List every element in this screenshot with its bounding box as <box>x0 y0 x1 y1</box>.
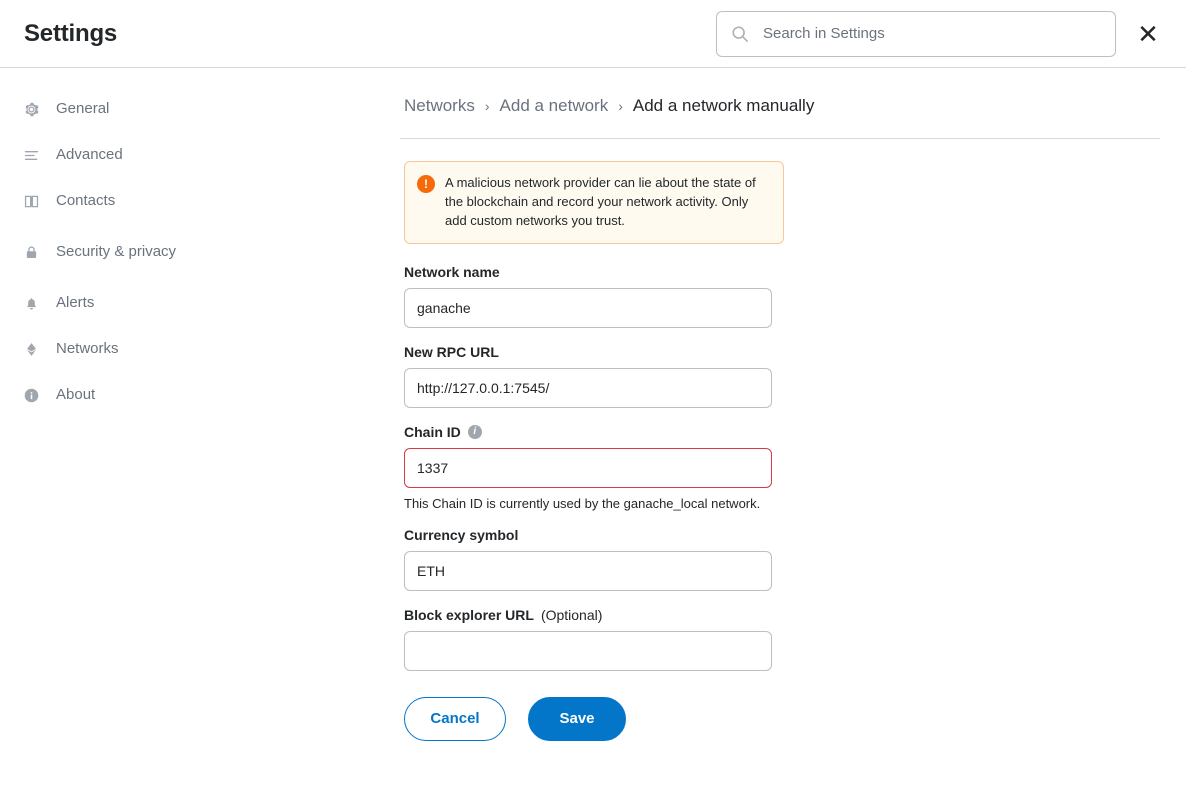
block-explorer-input[interactable] <box>404 631 772 671</box>
block-explorer-label-text: Block explorer URL <box>404 606 534 623</box>
block-explorer-optional-tag: (Optional) <box>540 606 603 623</box>
chain-id-label <box>404 424 784 440</box>
breadcrumb-separator: › <box>484 98 490 114</box>
network-name-label: Network name <box>404 263 500 280</box>
sidebar-item-security-privacy[interactable] <box>0 224 198 280</box>
form-actions <box>404 697 784 741</box>
breadcrumb-item-current: Add a network manually <box>632 96 815 115</box>
info-icon[interactable]: i <box>468 425 482 439</box>
currency-symbol-input[interactable] <box>404 551 772 591</box>
cancel-button[interactable]: Cancel <box>404 697 506 741</box>
sidebar-item-networks[interactable] <box>0 326 198 372</box>
sidebar-item-label: Contacts <box>56 191 116 209</box>
chain-id-helper-text: This Chain ID is currently used by the ganache_local network. <box>404 495 761 511</box>
breadcrumb-separator: › <box>618 98 623 114</box>
add-network-form <box>404 139 784 741</box>
currency-symbol-field <box>404 527 784 591</box>
search-input[interactable] <box>761 24 1101 43</box>
breadcrumb-item-networks[interactable]: Networks <box>404 96 475 115</box>
rpc-url-input[interactable] <box>404 368 772 408</box>
sliders-icon <box>22 146 40 164</box>
sidebar-item-label: Alerts <box>56 293 95 311</box>
search-icon <box>731 25 749 43</box>
currency-symbol-label: Currency symbol <box>404 526 519 543</box>
sidebar-item-label: About <box>56 385 96 403</box>
lock-icon <box>22 243 40 261</box>
block-explorer-field <box>404 607 784 671</box>
chain-id-input[interactable] <box>404 448 772 488</box>
warning-text: A malicious network provider can lie about the state of the blockchain and record your network activity. Only add custom networks you trust. <box>445 175 756 228</box>
save-button[interactable]: Save <box>528 697 626 741</box>
chain-id-label-text: Chain ID <box>404 423 461 440</box>
gear-icon <box>22 100 40 118</box>
chain-id-field <box>404 424 784 511</box>
sidebar-item-about[interactable] <box>0 372 198 418</box>
info-circle-icon <box>22 386 40 404</box>
malicious-network-warning <box>404 161 784 244</box>
sidebar-item-label: Advanced <box>56 145 123 163</box>
warning-icon: ! <box>417 175 435 193</box>
sidebar-item-label: General <box>56 99 110 117</box>
sidebar-item-general[interactable] <box>0 86 198 132</box>
breadcrumb <box>400 68 1160 139</box>
block-explorer-label <box>404 607 784 623</box>
settings-sidebar <box>0 68 198 785</box>
network-name-field <box>404 264 784 328</box>
bell-icon <box>22 294 40 312</box>
sidebar-item-alerts[interactable] <box>0 280 198 326</box>
settings-header <box>0 0 1186 68</box>
sidebar-item-label: Networks <box>56 339 119 357</box>
breadcrumb-item-add-a-network[interactable]: Add a network <box>499 96 609 115</box>
network-name-input[interactable] <box>404 288 772 328</box>
page-title: Settings <box>24 19 118 47</box>
settings-main <box>198 68 1186 785</box>
search-box[interactable] <box>716 11 1116 57</box>
rpc-url-label: New RPC URL <box>404 343 499 360</box>
network-icon <box>22 340 40 358</box>
rpc-url-field <box>404 344 784 408</box>
sidebar-item-label: Security & privacy <box>56 242 177 260</box>
address-book-icon <box>22 192 40 210</box>
sidebar-item-contacts[interactable] <box>0 178 198 224</box>
sidebar-item-advanced[interactable] <box>0 132 198 178</box>
header-actions <box>716 11 1162 57</box>
close-icon[interactable]: ✕ <box>1134 20 1162 48</box>
